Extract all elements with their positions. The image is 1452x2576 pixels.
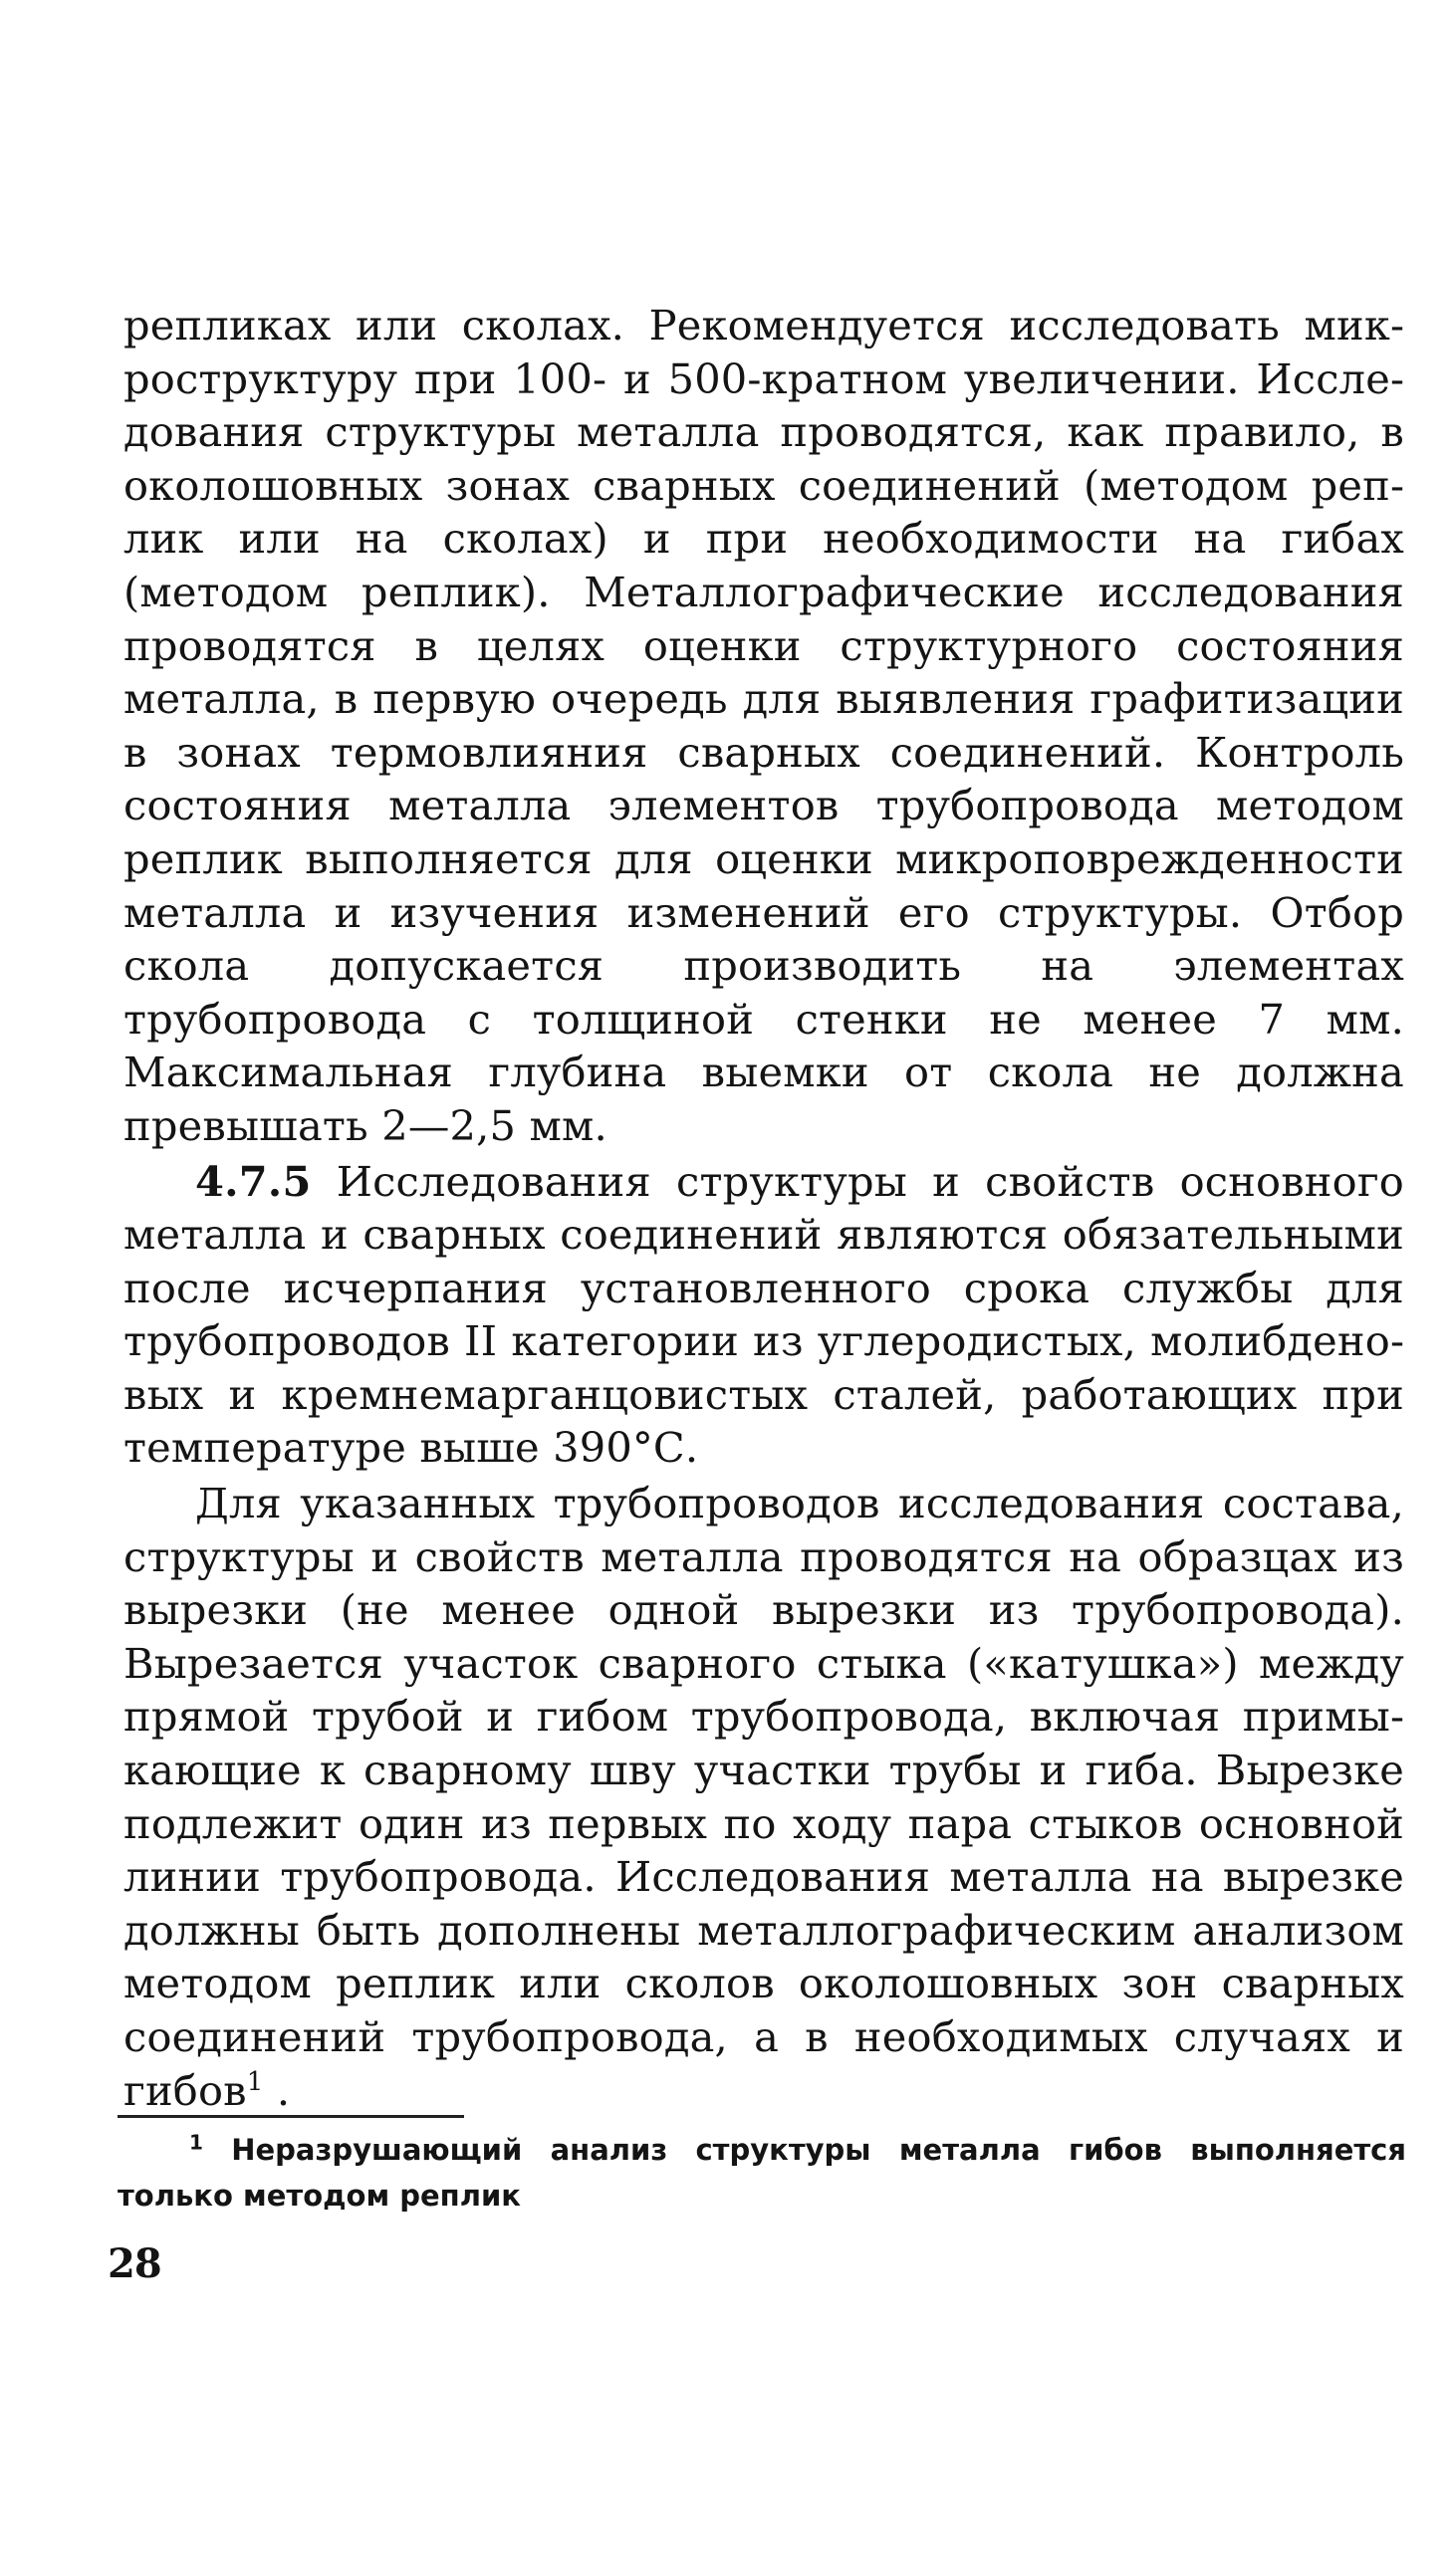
paragraph-specimens (123, 1477, 1404, 2117)
footnote-reference: 1 (246, 2066, 264, 2097)
section-number: 4.7.5 (195, 1156, 312, 1206)
paragraph-text: репликах или сколах. Рекомендуется исследовать микроструктуру при 100- и 500-кратном увеличении. Исследования структуры металла проводятся, как правило, в околошовных зонах сварных соединений (методом реплик или на сколах) и при необходимости на гибах (методом реплик). Металлографические исследования проводятся в целях оценки структурного состояния металла, в первую очередь для выявления графитизации в зонах термовлияния сварных соединений. Контроль состояния металла элементов трубопровода методом реплик выполняется для оценки микроповрежденности металла и изучения изменений его структуры. Отбор скола допускается производить на элементах трубопровода с толщиной стенки не менее 7 мм. Максимальная глубина выемки от скола не должна превышать 2—2,5 мм. (123, 301, 1404, 1150)
footnote (118, 2127, 1406, 2219)
paragraph-tail: . (263, 2065, 291, 2115)
paragraph-text: Исследования структуры и свойств основного металла и сварных соединений являются обязательными после исчерпания установленного срока службы для трубопроводов II категории из углеродистых, молибденовых и кремнемарганцовистых сталей, работающих при температуре выше 390°С. (123, 1156, 1404, 1473)
footnote-marker: 1 (189, 2130, 203, 2155)
paragraph-section-4-7-5 (123, 1155, 1404, 1476)
footnote-text: Неразрушающий анализ структуры металла гибов выполняется только методом реплик (118, 2133, 1406, 2213)
paragraph-continuation (123, 299, 1404, 1153)
footnote-divider (118, 2115, 464, 2118)
paragraph-text: Для указанных трубопроводов исследования состава, структуры и свойств металла проводятся на образцах из вырезки (не менее одной вырезки из трубопровода). Вырезается участок сварного стыка («катушка») между прямой трубой и гибом трубопровода, включая примыкающие к сварному шву участки трубы и гиба. Вырезке подлежит один из первых по ходу пара стыков основной линии трубопровода. Исследования металла на вырезке должны быть дополнены металлографическим анализом методом реплик или сколов околошовных зон сварных соединений трубопровода, а в необходимых случаях и гибов (123, 1479, 1404, 2115)
body-text (123, 299, 1404, 2117)
page-number: 28 (108, 2240, 161, 2287)
